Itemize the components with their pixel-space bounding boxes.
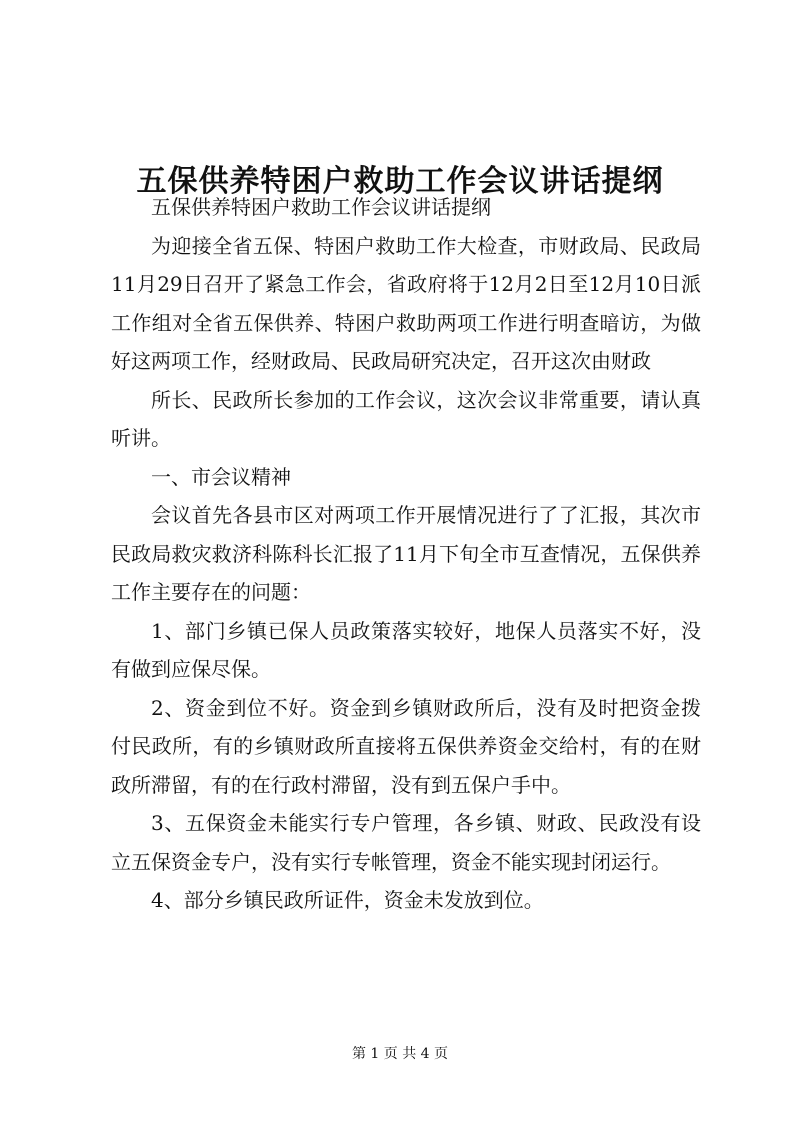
paragraph-meeting-summary: 会议首先各县市区对两项工作开展情况进行了了汇报，其次市民政局救灾救济科陈科长汇报了11月下旬全市互查情况，五保供养工作主要存在的问题：: [111, 503, 701, 604]
paragraph-intro: 为迎接全省五保、特困户救助工作大检查，市财政局、民政局11月29日召开了紧急工作会，省政府将于12月2日至12月10日派工作组对全省五保供养、特困户救助两项工作进行明查暗访，为做好这两项工作，经财政局、民政局研究决定，召开这次由财政: [111, 233, 701, 373]
list-item-2: 2、资金到位不好。资金到乡镇财政所后，没有及时把资金拨付民政所，有的乡镇财政所直接将五保供养资金交给村，有的在财政所滞留，有的在行政村滞留，没有到五保户手中。: [111, 695, 701, 797]
paragraph-subtitle: 五保供养特困户救助工作会议讲话提纲: [151, 195, 491, 219]
document-body: [111, 188, 701, 920]
list-item-4: 4、部分乡镇民政所证件，资金未发放到位。: [151, 888, 544, 912]
page-footer: 第 1 页 共 4 页: [351, 1046, 449, 1062]
paragraph-intro-continued: 所长、民政所长参加的工作会议，这次会议非常重要，请认真听讲。: [111, 387, 701, 450]
document-title: 五保供养特困户救助工作会议讲话提纲: [136, 164, 664, 200]
section-heading: 一、市会议精神: [151, 464, 291, 489]
list-item-3: 3、五保资金未能实行专户管理，各乡镇、财政、民政没有设立五保资金专户，没有实行专帐管理，资金不能实现封闭运行。: [111, 811, 701, 874]
list-item-1: 1、部门乡镇已保人员政策落实较好，地保人员落实不好，没有做到应保尽保。: [111, 618, 701, 681]
